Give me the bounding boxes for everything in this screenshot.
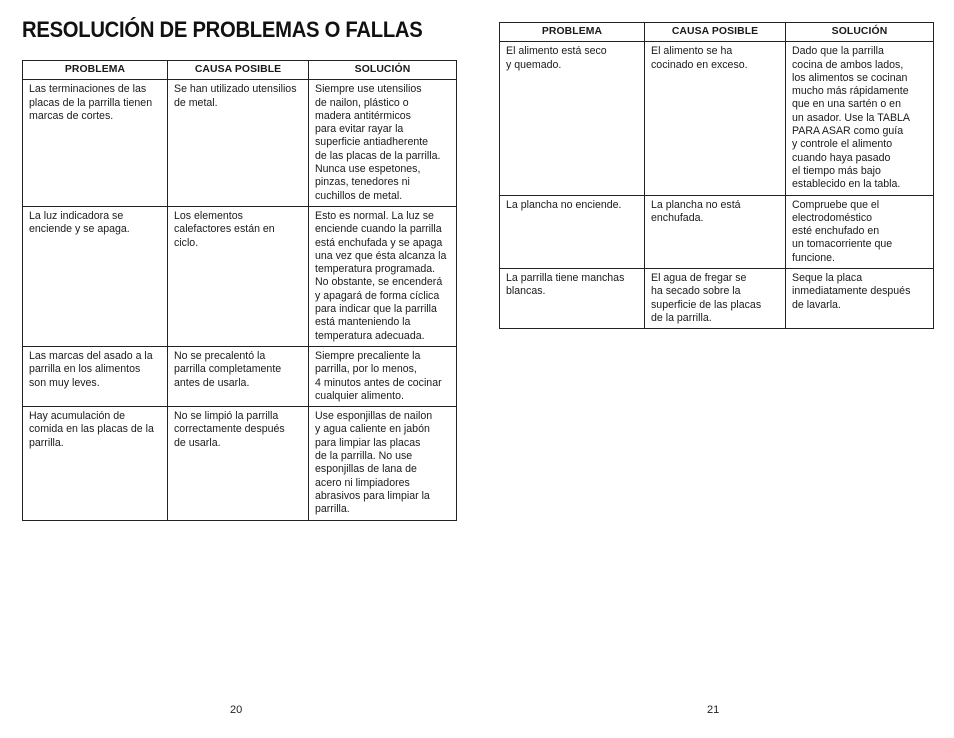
solution-cell: Siempre use utensilios de nailon, plástico o madera antitérmicos para evitar rayar la superficie antiadherente de las placas de la parrilla. Nunca use espetones, pinzas, tenedores ni cuchillos de metal. [309, 80, 457, 207]
table-row [500, 195, 934, 268]
cause-cell: Los elementos calefactores están en ciclo. [168, 206, 309, 346]
header-problem: PROBLEMA [500, 23, 645, 42]
solution-cell: Use esponjillas de nailon y agua caliente en jabón para limpiar las placas de la parrilla. No use esponjillas de lana de acero ni limpiadores abrasivos para limpiar la parrilla. [309, 407, 457, 520]
header-cause: CAUSA POSIBLE [168, 61, 309, 80]
table-row [23, 407, 457, 520]
troubleshooting-table-right [499, 22, 934, 329]
cause-cell: No se precalentó la parrilla completamente antes de usarla. [168, 346, 309, 406]
page-title: RESOLUCIÓN DE PROBLEMAS O FALLAS [22, 17, 423, 42]
problem-cell: Hay acumulación de comida en las placas de la parrilla. [23, 407, 168, 520]
solution-cell: Siempre precaliente la parrilla, por lo menos, 4 minutos antes de cocinar cualquier alimento. [309, 346, 457, 406]
solution-cell: Compruebe que el electrodoméstico esté enchufado en un tomacorriente que funcione. [786, 195, 934, 268]
table-header-row [23, 61, 457, 80]
page-number-right: 21 [707, 704, 720, 716]
cause-cell: El alimento se ha cocinado en exceso. [645, 42, 786, 195]
table-row [500, 269, 934, 329]
table-header-row [500, 23, 934, 42]
problem-cell: Las marcas del asado a la parrilla en los alimentos son muy leves. [23, 346, 168, 406]
problem-cell: El alimento está seco y quemado. [500, 42, 645, 195]
header-cause: CAUSA POSIBLE [645, 23, 786, 42]
cause-cell: Se han utilizado utensilios de metal. [168, 80, 309, 207]
header-solution: SOLUCIÓN [786, 23, 934, 42]
solution-cell: Esto es normal. La luz se enciende cuando la parrilla está enchufada y se apaga una vez que ésta alcanza la temperatura programada. No obstante, se encenderá y apagará de forma cíclica para indicar que la parrilla está manteniendo la temperatura adecuada. [309, 206, 457, 346]
cause-cell: El agua de fregar se ha secado sobre la superficie de las placas de la parrilla. [645, 269, 786, 329]
table-row [500, 42, 934, 195]
solution-cell: Dado que la parrilla cocina de ambos lados, los alimentos se cocinan mucho más rápidamente que en una sartén o en un asador. Use la TABLA PARA ASAR como guía y controle el alimento cuando haya pasado el tiempo más bajo establecido en la tabla. [786, 42, 934, 195]
solution-cell: Seque la placa inmediatamente después de lavarla. [786, 269, 934, 329]
cause-cell: No se limpió la parrilla correctamente después de usarla. [168, 407, 309, 520]
table-row [23, 80, 457, 207]
table-row [23, 346, 457, 406]
problem-cell: La plancha no enciende. [500, 195, 645, 268]
header-solution: SOLUCIÓN [309, 61, 457, 80]
header-problem: PROBLEMA [23, 61, 168, 80]
table-row [23, 206, 457, 346]
page-number-left: 20 [230, 704, 243, 716]
problem-cell: Las terminaciones de las placas de la parrilla tienen marcas de cortes. [23, 80, 168, 207]
troubleshooting-table-left [22, 60, 457, 521]
problem-cell: La luz indicadora se enciende y se apaga. [23, 206, 168, 346]
problem-cell: La parrilla tiene manchas blancas. [500, 269, 645, 329]
cause-cell: La plancha no está enchufada. [645, 195, 786, 268]
